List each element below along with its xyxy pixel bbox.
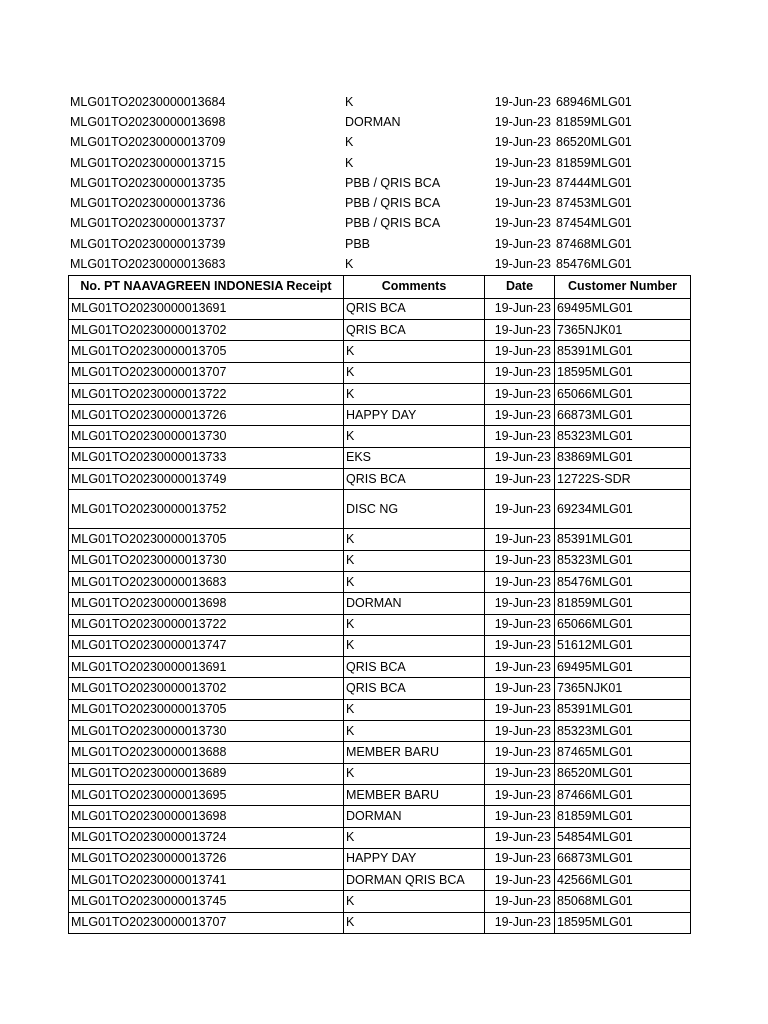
customer-cell[interactable]: 81859MLG01 (556, 155, 632, 170)
table-row (69, 848, 691, 869)
date-cell[interactable]: 19-Jun-23 (485, 784, 555, 805)
receipt-cell[interactable]: MLG01TO20230000013683 (70, 257, 226, 272)
header-row (69, 275, 691, 298)
customer-cell[interactable]: 83869MLG01 (555, 447, 691, 468)
date-cell[interactable]: 19-Jun-23 (485, 635, 555, 656)
customer-cell[interactable]: 65066MLG01 (555, 383, 691, 404)
customer-cell[interactable]: 85391MLG01 (555, 699, 691, 720)
customer-cell[interactable]: 87466MLG01 (555, 784, 691, 805)
comment-cell[interactable]: QRIS BCA (344, 469, 485, 490)
customer-cell[interactable]: 65066MLG01 (555, 614, 691, 635)
date-cell[interactable]: 19-Jun-23 (485, 657, 555, 678)
table-row (69, 593, 691, 614)
receipt-table (68, 275, 691, 934)
table-row (68, 234, 690, 254)
table-row (69, 319, 691, 340)
date-cell[interactable]: 19-Jun-23 (494, 257, 551, 272)
comment-cell[interactable]: PBB / QRIS BCA (345, 216, 441, 231)
customer-cell[interactable]: 42566MLG01 (555, 870, 691, 891)
header-date[interactable]: Date (485, 275, 555, 298)
date-cell[interactable]: 19-Jun-23 (485, 319, 555, 340)
comment-cell[interactable]: DORMAN (344, 593, 485, 614)
date-cell[interactable]: 19-Jun-23 (494, 135, 551, 150)
comment-cell[interactable]: QRIS BCA (344, 319, 485, 340)
table-row (69, 362, 691, 383)
receipt-cell[interactable]: MLG01TO20230000013730 (69, 426, 344, 447)
table-row (69, 784, 691, 805)
comment-cell[interactable]: HAPPY DAY (344, 848, 485, 869)
table-row (69, 614, 691, 635)
customer-cell[interactable]: 87444MLG01 (556, 175, 632, 190)
customer-cell[interactable]: 87465MLG01 (555, 742, 691, 763)
receipt-cell[interactable]: MLG01TO20230000013722 (69, 614, 344, 635)
comment-cell[interactable]: HAPPY DAY (344, 405, 485, 426)
customer-cell[interactable]: 87468MLG01 (556, 236, 632, 251)
receipt-cell[interactable]: MLG01TO20230000013709 (70, 135, 226, 150)
comment-cell[interactable]: MEMBER BARU (344, 742, 485, 763)
table-row (69, 806, 691, 827)
date-cell[interactable]: 19-Jun-23 (485, 383, 555, 404)
customer-cell[interactable]: 87454MLG01 (556, 216, 632, 231)
comment-cell[interactable]: MEMBER BARU (344, 784, 485, 805)
receipt-cell[interactable]: MLG01TO20230000013722 (69, 383, 344, 404)
customer-cell[interactable]: 85323MLG01 (555, 426, 691, 447)
comment-cell[interactable]: QRIS BCA (344, 298, 485, 319)
date-cell[interactable]: 19-Jun-23 (485, 699, 555, 720)
comment-cell[interactable]: K (344, 763, 485, 784)
date-cell[interactable]: 19-Jun-23 (485, 763, 555, 784)
comment-cell[interactable]: K (345, 94, 354, 109)
date-cell[interactable]: 19-Jun-23 (485, 529, 555, 550)
customer-cell[interactable]: 69495MLG01 (555, 657, 691, 678)
comment-cell[interactable]: K (344, 550, 485, 571)
customer-cell[interactable]: 66873MLG01 (555, 405, 691, 426)
table-row (69, 405, 691, 426)
customer-cell[interactable]: 7365NJK01 (555, 319, 691, 340)
table-row (69, 426, 691, 447)
receipt-cell[interactable]: MLG01TO20230000013705 (69, 341, 344, 362)
customer-cell[interactable]: 87453MLG01 (556, 196, 632, 211)
table-row (68, 193, 690, 213)
date-cell[interactable]: 19-Jun-23 (494, 196, 551, 211)
table-row (69, 550, 691, 571)
table-row (69, 571, 691, 592)
table-row (69, 383, 691, 404)
receipt-cell[interactable]: MLG01TO20230000013736 (70, 196, 226, 211)
customer-cell[interactable]: 51612MLG01 (555, 635, 691, 656)
customer-cell[interactable]: 81859MLG01 (555, 806, 691, 827)
customer-cell[interactable]: 86520MLG01 (556, 135, 632, 150)
receipt-cell[interactable]: MLG01TO20230000013749 (69, 469, 344, 490)
date-cell[interactable]: 19-Jun-23 (494, 94, 551, 109)
comment-cell[interactable]: DORMAN (345, 114, 401, 129)
receipt-cell[interactable]: MLG01TO20230000013747 (69, 635, 344, 656)
table-row (69, 341, 691, 362)
receipt-cell[interactable]: MLG01TO20230000013752 (69, 490, 344, 529)
table-row (68, 153, 690, 173)
date-cell[interactable]: 19-Jun-23 (485, 721, 555, 742)
comment-cell[interactable]: K (344, 721, 485, 742)
date-cell[interactable]: 19-Jun-23 (485, 426, 555, 447)
receipt-cell[interactable]: MLG01TO20230000013726 (69, 405, 344, 426)
comment-cell[interactable]: DORMAN QRIS BCA (344, 870, 485, 891)
header-receipt[interactable]: No. PT NAAVAGREEN INDONESIA Receipt (69, 275, 344, 298)
date-cell[interactable]: 19-Jun-23 (485, 550, 555, 571)
receipt-cell[interactable]: MLG01TO20230000013695 (69, 784, 344, 805)
comment-cell[interactable]: K (344, 827, 485, 848)
comment-cell[interactable]: DORMAN (344, 806, 485, 827)
header-customer-number[interactable]: Customer Number (555, 275, 691, 298)
comment-cell[interactable]: K (344, 571, 485, 592)
table-row (69, 635, 691, 656)
receipt-cell[interactable]: MLG01TO20230000013741 (69, 870, 344, 891)
comment-cell[interactable]: K (345, 135, 354, 150)
receipt-cell[interactable]: MLG01TO20230000013724 (69, 827, 344, 848)
table-row (69, 891, 691, 912)
table-row (69, 678, 691, 699)
customer-cell[interactable]: 85476MLG01 (555, 571, 691, 592)
customer-cell[interactable]: 85068MLG01 (555, 891, 691, 912)
comment-cell[interactable]: K (345, 155, 354, 170)
receipt-cell[interactable]: MLG01TO20230000013702 (69, 319, 344, 340)
receipt-cell[interactable]: MLG01TO20230000013705 (69, 529, 344, 550)
comment-cell[interactable]: EKS (344, 447, 485, 468)
table-row (68, 133, 690, 153)
date-cell[interactable]: 19-Jun-23 (485, 912, 555, 933)
date-cell[interactable]: 19-Jun-23 (485, 469, 555, 490)
date-cell[interactable]: 19-Jun-23 (494, 216, 551, 231)
receipt-cell[interactable]: MLG01TO20230000013733 (69, 447, 344, 468)
customer-cell[interactable]: 86520MLG01 (555, 763, 691, 784)
date-cell[interactable]: 19-Jun-23 (494, 236, 551, 251)
date-cell[interactable]: 19-Jun-23 (485, 593, 555, 614)
customer-cell[interactable]: 85391MLG01 (555, 529, 691, 550)
table-row (69, 490, 691, 529)
table-row (69, 721, 691, 742)
date-cell[interactable]: 19-Jun-23 (485, 571, 555, 592)
date-cell[interactable]: 19-Jun-23 (485, 891, 555, 912)
comment-cell[interactable]: K (344, 891, 485, 912)
table-row (68, 214, 690, 234)
table-row (69, 298, 691, 319)
receipt-cell[interactable]: MLG01TO20230000013698 (69, 806, 344, 827)
receipt-cell[interactable]: MLG01TO20230000013707 (69, 912, 344, 933)
receipt-cell[interactable]: MLG01TO20230000013730 (69, 721, 344, 742)
date-cell[interactable]: 19-Jun-23 (485, 490, 555, 529)
table-row (69, 912, 691, 933)
customer-cell[interactable]: 69495MLG01 (555, 298, 691, 319)
customer-cell[interactable]: 69234MLG01 (555, 490, 691, 529)
table-row (69, 469, 691, 490)
table-row (69, 699, 691, 720)
receipt-cell[interactable]: MLG01TO20230000013698 (69, 593, 344, 614)
spreadsheet-sheet (68, 92, 690, 934)
customer-cell[interactable]: 12722S-SDR (555, 469, 691, 490)
customer-cell[interactable]: 81859MLG01 (556, 114, 632, 129)
table-row (69, 529, 691, 550)
comment-cell[interactable]: K (344, 699, 485, 720)
header-comments[interactable]: Comments (344, 275, 485, 298)
pre-header-rows (68, 92, 690, 275)
receipt-cell[interactable]: MLG01TO20230000013683 (69, 571, 344, 592)
receipt-cell[interactable]: MLG01TO20230000013705 (69, 699, 344, 720)
comment-cell[interactable]: PBB (345, 236, 371, 251)
receipt-cell[interactable]: MLG01TO20230000013730 (69, 550, 344, 571)
comment-cell[interactable]: K (344, 912, 485, 933)
receipt-cell[interactable]: MLG01TO20230000013688 (69, 742, 344, 763)
customer-cell[interactable]: 18595MLG01 (555, 912, 691, 933)
table-row (69, 447, 691, 468)
date-cell[interactable]: 19-Jun-23 (485, 447, 555, 468)
customer-cell[interactable]: 85323MLG01 (555, 721, 691, 742)
receipt-cell[interactable]: MLG01TO20230000013739 (70, 236, 226, 251)
comment-cell[interactable]: QRIS BCA (344, 678, 485, 699)
date-cell[interactable]: 19-Jun-23 (494, 155, 551, 170)
receipt-cell[interactable]: MLG01TO20230000013698 (70, 114, 226, 129)
comment-cell[interactable]: DISC NG (344, 490, 485, 529)
comment-cell[interactable]: K (344, 529, 485, 550)
date-cell[interactable]: 19-Jun-23 (485, 678, 555, 699)
date-cell[interactable]: 19-Jun-23 (485, 341, 555, 362)
customer-cell[interactable]: 54854MLG01 (555, 827, 691, 848)
comment-cell[interactable]: K (344, 362, 485, 383)
date-cell[interactable]: 19-Jun-23 (485, 742, 555, 763)
receipt-cell[interactable]: MLG01TO20230000013691 (69, 298, 344, 319)
date-cell[interactable]: 19-Jun-23 (494, 114, 551, 129)
table-row (69, 742, 691, 763)
customer-cell[interactable]: 85323MLG01 (555, 550, 691, 571)
date-cell[interactable]: 19-Jun-23 (485, 362, 555, 383)
date-cell[interactable]: 19-Jun-23 (485, 298, 555, 319)
customer-cell[interactable]: 85391MLG01 (555, 341, 691, 362)
table-row (68, 254, 690, 274)
receipt-cell[interactable]: MLG01TO20230000013726 (69, 848, 344, 869)
table-row (69, 657, 691, 678)
receipt-cell[interactable]: MLG01TO20230000013684 (70, 94, 226, 109)
table-row (69, 870, 691, 891)
customer-cell[interactable]: 81859MLG01 (555, 593, 691, 614)
receipt-cell[interactable]: MLG01TO20230000013689 (69, 763, 344, 784)
customer-cell[interactable]: 85476MLG01 (556, 257, 632, 272)
receipt-cell[interactable]: MLG01TO20230000013691 (69, 657, 344, 678)
customer-cell[interactable]: 68946MLG01 (556, 94, 632, 109)
comment-cell[interactable]: K (344, 383, 485, 404)
date-cell[interactable]: 19-Jun-23 (494, 175, 551, 190)
receipt-cell[interactable]: MLG01TO20230000013745 (69, 891, 344, 912)
date-cell[interactable]: 19-Jun-23 (485, 870, 555, 891)
date-cell[interactable]: 19-Jun-23 (485, 848, 555, 869)
date-cell[interactable]: 19-Jun-23 (485, 827, 555, 848)
receipt-cell[interactable]: MLG01TO20230000013702 (69, 678, 344, 699)
customer-cell[interactable]: 18595MLG01 (555, 362, 691, 383)
table-row (68, 112, 690, 132)
receipt-cell[interactable]: MLG01TO20230000013737 (70, 216, 226, 231)
table-row (68, 92, 690, 112)
table-row (69, 763, 691, 784)
table-row (69, 827, 691, 848)
customer-cell[interactable]: 7365NJK01 (555, 678, 691, 699)
comment-cell[interactable]: K (345, 257, 354, 272)
receipt-cell[interactable]: MLG01TO20230000013707 (69, 362, 344, 383)
comment-cell[interactable]: QRIS BCA (344, 657, 485, 678)
date-cell[interactable]: 19-Jun-23 (485, 614, 555, 635)
comment-cell[interactable]: K (344, 635, 485, 656)
date-cell[interactable]: 19-Jun-23 (485, 405, 555, 426)
comment-cell[interactable]: K (344, 426, 485, 447)
receipt-cell[interactable]: MLG01TO20230000013715 (70, 155, 226, 170)
customer-cell[interactable]: 66873MLG01 (555, 848, 691, 869)
comment-cell[interactable]: K (344, 341, 485, 362)
comment-cell[interactable]: PBB / QRIS BCA (345, 196, 441, 211)
table-row (68, 173, 690, 193)
comment-cell[interactable]: K (344, 614, 485, 635)
date-cell[interactable]: 19-Jun-23 (485, 806, 555, 827)
comment-cell[interactable]: PBB / QRIS BCA (345, 175, 441, 190)
receipt-cell[interactable]: MLG01TO20230000013735 (70, 175, 226, 190)
